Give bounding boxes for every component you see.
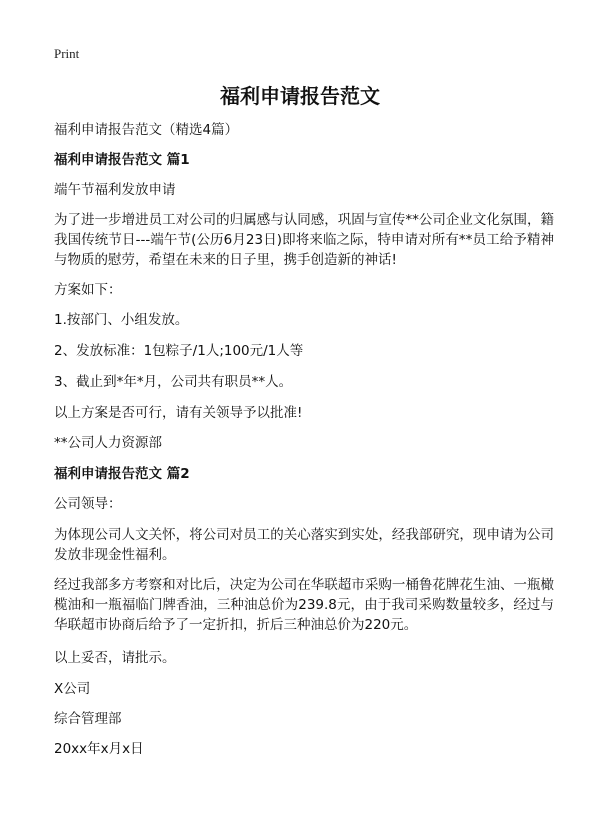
section-2-paragraph-1: 为体现公司人文关怀，将公司对员工的关心落实到实处，经我部研究，现申请为公司发放非现金性福利。 [54,527,554,563]
section-2-date: 20xx年x月x日 [54,741,144,757]
section-1-closing: 以上方案是否可行，请有关领导予以批准! [54,405,303,421]
document-subtitle: 福利申请报告范文（精选4篇） [54,122,239,138]
section-1-plan-label: 方案如下： [54,282,122,298]
section-2-department: 综合管理部 [54,711,122,727]
section-1-item-2: 2、发放标准：1包粽子/1人;100元/1人等 [54,343,304,359]
section-2-heading: 福利申请报告范文 篇2 [54,466,190,482]
section-2-company: X公司 [54,681,91,697]
print-link[interactable]: Print [54,46,80,61]
section-1-item-1: 1.按部门、小组发放。 [54,312,189,328]
section-2-closing: 以上妥否，请批示。 [54,650,176,666]
section-1-subject: 端午节福利发放申请 [54,182,176,198]
section-2-paragraph-2: 经过我部多方考察和对比后，决定为公司在华联超市采购一桶鲁花牌花生油、一瓶橄榄油和一瓶福临门牌香油，三种油总价为239.8元，由于我司采购数量较多，经过与华联超市协商后给予了一定折扣，折后三种油总价为220元。 [54,577,554,633]
section-1-heading: 福利申请报告范文 篇1 [54,152,190,168]
section-1-item-3: 3、截止到*年*月，公司共有职员**人。 [54,374,293,390]
section-1-intro: 为了进一步增进员工对公司的归属感与认同感，巩固与宣传**公司企业文化氛围，籍我国传统节日---端午节(公历6月23日)即将来临之际，特申请对所有**员工给予精神与物质的慰劳，希望在未来的日子里，携手创造新的神话! [54,212,554,268]
section-2-greeting: 公司领导： [54,496,122,512]
section-1-signature: **公司人力资源部 [54,435,162,451]
document-title: 福利申请报告范文 [220,84,380,108]
